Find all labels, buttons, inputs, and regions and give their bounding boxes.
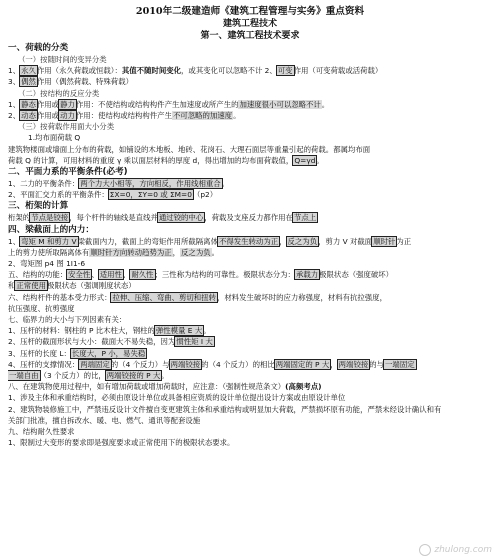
boxed-highlight: 两端铰接 (338, 359, 369, 369)
text-line (8, 178, 492, 189)
boxed-highlight: ΣX=0，ΣY=0 或 ΣM=0 (109, 190, 192, 200)
text-run: 的与 (369, 359, 385, 369)
text-run: 作用或 (36, 111, 60, 121)
text-line (8, 292, 492, 303)
text-line (8, 336, 492, 347)
boxed-highlight: 适用性 (99, 270, 122, 280)
text-run: 3、压杆的长度 L： (8, 348, 71, 358)
text-run: 和 (8, 281, 16, 291)
text-run: ，剪力 V 对截面 (318, 236, 373, 246)
text-run: （p2） (192, 190, 218, 200)
text-line (8, 325, 492, 336)
boxed-highlight: 长度大，P 小，易失稳 (71, 348, 146, 358)
text-run: （一）按随时间的变异分类 (18, 55, 107, 64)
text-line (8, 392, 492, 403)
text-run: 关部门批准，擅自拆改水、暖、电、燃气、通讯等配套设施 (8, 415, 201, 425)
text-run: 三、桁架的计算 (8, 201, 69, 212)
text-run: 1、压杆的材料：钢柱的 P 比木柱大，钢柱的 (8, 326, 155, 336)
text-run: 。 (211, 247, 220, 257)
text-line (8, 99, 492, 110)
shaded-highlight: 反之为负 (181, 247, 211, 257)
text-line (8, 247, 492, 258)
shaded-highlight: 加速度很小可以忽略不计 (239, 99, 321, 109)
text-run: 五、结构的功能： (8, 270, 68, 280)
text-run: 2、平面汇交力系的平衡条件： (8, 190, 109, 200)
text-run: 1、限制过大变形的要求即是强度要求或正常使用下的极限状态要求。 (8, 438, 235, 448)
text-line (8, 54, 492, 65)
text-run: （3 个反力）的比， (39, 371, 106, 381)
boxed-highlight: 耐久性 (131, 270, 154, 280)
text-run: 。 (321, 99, 330, 109)
boxed-highlight: Q=γd (294, 155, 316, 165)
text-line (8, 280, 492, 291)
shaded-highlight: 不可忽略的加速度 (172, 111, 233, 121)
text-run: 、 (91, 270, 99, 280)
text-line (8, 212, 492, 223)
text-run: 上的剪力使所取隔离体有 (8, 247, 90, 257)
text-run: 1、 (8, 66, 21, 76)
boxed-highlight: 不得发生转动为正 (218, 236, 279, 246)
text-run: 极限状态（强度破坏） (319, 270, 394, 280)
text-run: ， (330, 359, 338, 369)
text-run: 1、 (8, 99, 21, 109)
text-line (8, 88, 492, 99)
text-line (8, 348, 492, 359)
text-run: 。 (161, 371, 169, 381)
text-run: 1、二力的平衡条件： (8, 179, 80, 189)
boxed-highlight: 顺时针 (373, 236, 396, 246)
text-line (8, 303, 492, 314)
text-run: 的（4 个反力）的相比 (201, 359, 275, 369)
text-line (8, 258, 492, 269)
text-run: ，或其变化可以忽略不计 2、 (181, 66, 277, 76)
text-run: ， (172, 247, 181, 257)
section-heading (8, 224, 492, 236)
text-run: 六、结构杆件的基本受力形式： (8, 292, 112, 302)
document-subtitle: 建筑工程技术 (222, 19, 277, 29)
text-line (8, 76, 492, 87)
text-line (8, 370, 492, 381)
text-run: ，材料发生破坏时的应力称强度，材料有抗拉强度， (216, 292, 387, 302)
boxed-highlight: 正常使用 (16, 281, 46, 291)
text-run: 2、 (8, 111, 21, 121)
text-run: 作用（可变荷载或活荷载） (293, 66, 383, 76)
zhulong-logo-icon (419, 544, 431, 556)
text-line (8, 359, 492, 370)
text-run: 极限状态（强调刚度状态） (46, 281, 136, 291)
boxed-highlight: 静态 (21, 99, 36, 109)
text-run: ， (279, 236, 287, 246)
text-run: （三）按荷载作用面大小分类 (18, 122, 115, 132)
boxed-highlight: 承载力 (295, 270, 319, 280)
text-line (8, 189, 492, 200)
text-line (8, 269, 492, 280)
text-run: (必考) (102, 167, 128, 178)
text-run: 、 (122, 270, 131, 280)
section-heading (8, 166, 492, 178)
watermark (419, 544, 492, 556)
text-run: 作用：不使结构或结构构件产生加速度或所产生的 (75, 99, 239, 109)
text-line (8, 381, 492, 392)
text-run: 九、结构耐久性要求 (8, 427, 75, 437)
text-run: 作用：使结构或结构构件产生 (75, 111, 172, 121)
text-run: 其值不随时间变化 (121, 66, 182, 76)
text-line (8, 132, 492, 143)
text-run: 1、涉及主体和承重结构时，必须由原设计单位或具备相应资质的设计单位提出设计方案或由原设计单位 (8, 393, 346, 403)
boxed-highlight: 惯性矩 I 大 (176, 337, 213, 347)
text-run: ，每个杆件的轴线是直线并 (69, 213, 158, 223)
boxed-highlight: 弹性模量 E 大 (155, 326, 203, 336)
text-line (8, 314, 492, 325)
section-heading (8, 42, 492, 54)
boxed-highlight: 两个力大小相等，方向相反，作用线相重合 (80, 179, 221, 189)
text-run: ；三性称为结构的可靠性。极限状态分为： (154, 270, 295, 280)
boxed-highlight: 节点是铰接 (31, 213, 69, 223)
text-run: 七、临界力的大小与下列因素有关： (8, 315, 127, 325)
text-line (8, 404, 492, 415)
boxed-highlight: 拉伸、压缩、弯曲、剪切和扭转 (112, 292, 216, 302)
text-run: 八、在建筑物使用过程中，如有增加荷载或增加荷载时，应注意：（强制性规范条文） (8, 382, 286, 392)
text-run: 1.均布面荷载 Q (28, 133, 81, 143)
text-line (8, 110, 492, 121)
text-run: 二、平面力系的平衡条件 (8, 167, 103, 178)
shaded-highlight: 顺时针方向转动趋势为正 (90, 247, 172, 257)
boxed-highlight: 弯矩 M 和剪力 V (21, 236, 77, 246)
boxed-highlight: 静力 (60, 99, 75, 109)
text-run: 4、压杆的支撑情况： (8, 359, 80, 369)
text-run: 梁截面内力，截面上的弯矩作用所截隔离体 (77, 236, 218, 246)
watermark-text: zhulong.com (434, 545, 492, 555)
boxed-highlight: 动力 (60, 111, 75, 121)
boxed-highlight: 通过铰的中心 (158, 213, 204, 223)
text-run: 。 (203, 326, 211, 336)
boxed-highlight: 一端自由 (9, 371, 39, 381)
text-run: 作用或 (36, 99, 60, 109)
text-run: (高频考点) (285, 382, 322, 392)
text-run: 作用（偶然荷载、特殊荷载） (36, 77, 133, 87)
text-run: 一、荷载的分类 (8, 43, 69, 53)
boxed-highlight: 永久 (21, 66, 36, 76)
text-line (8, 155, 492, 166)
text-run: 桁架的 (8, 213, 31, 223)
text-run: 1、 (8, 236, 21, 246)
text-run: 建筑物楼面或墙面上分布的荷载，如铺设的木地板、地砖、花岗石、大理石面层等重量引起的荷载。都属均布面 (8, 144, 371, 154)
chapter-title: 第一、建筑工程技术要求 (200, 31, 300, 41)
text-run: 作用（永久荷载或恒载）： (36, 66, 122, 76)
text-run: ，荷载及支座反力都作用在 (204, 213, 293, 223)
text-line (8, 426, 492, 437)
text-run: 3、 (8, 77, 21, 87)
boxed-highlight: 可变 (277, 66, 293, 76)
text-run: 。 (316, 155, 324, 165)
boxed-highlight: 动态 (21, 111, 36, 121)
document-body (8, 42, 492, 449)
text-run: 。 (221, 179, 230, 189)
text-run: （二）按结构的反应分类 (18, 88, 100, 98)
text-run: 的（4 个反力）与 (110, 359, 170, 369)
boxed-highlight: 一端固定 (385, 359, 415, 369)
text-line (8, 121, 492, 132)
text-line (8, 65, 492, 76)
text-line (8, 144, 492, 155)
boxed-highlight: 两端铰接的 P 大 (106, 371, 161, 381)
text-line (8, 415, 492, 426)
boxed-highlight: 节点上 (293, 213, 317, 223)
boxed-highlight: 反之为负 (287, 236, 318, 246)
text-run: 2、建筑物装修施工中，严禁违反设计文件擅自变更建筑主体和承重结构或明显加大荷载，严禁损坏原有功能，严禁未经设计确认和有 (8, 404, 442, 414)
text-run: 四、梁截面上的内力： (8, 224, 94, 235)
text-line (8, 236, 492, 247)
boxed-highlight: 偶然 (21, 77, 36, 87)
text-run: 2、弯矩图 p4 图 1I1-6 (8, 259, 86, 269)
boxed-highlight: 安全性 (68, 270, 91, 280)
text-run: 荷载 Q 的计算，可用材料的重度 γ 乘以面层材料的厚度 d，得出增加的均布面荷载值， (8, 155, 294, 165)
boxed-highlight: 两端固定的 P 大 (275, 359, 330, 369)
boxed-highlight: 两端固定 (80, 359, 110, 369)
text-line (8, 437, 492, 448)
text-run: 抗压强度、抗剪强度 (8, 303, 75, 313)
text-run: 为正 (396, 236, 412, 246)
text-run: 。 (233, 111, 241, 121)
section-heading (8, 200, 492, 212)
boxed-highlight: 两端铰接 (170, 359, 201, 369)
text-run: 2、压杆的截面形状与大小：截面大不易失稳，因为 (8, 337, 176, 347)
document-title: 2010年二级建造师《建筑工程管理与实务》重点资料 (135, 6, 365, 17)
